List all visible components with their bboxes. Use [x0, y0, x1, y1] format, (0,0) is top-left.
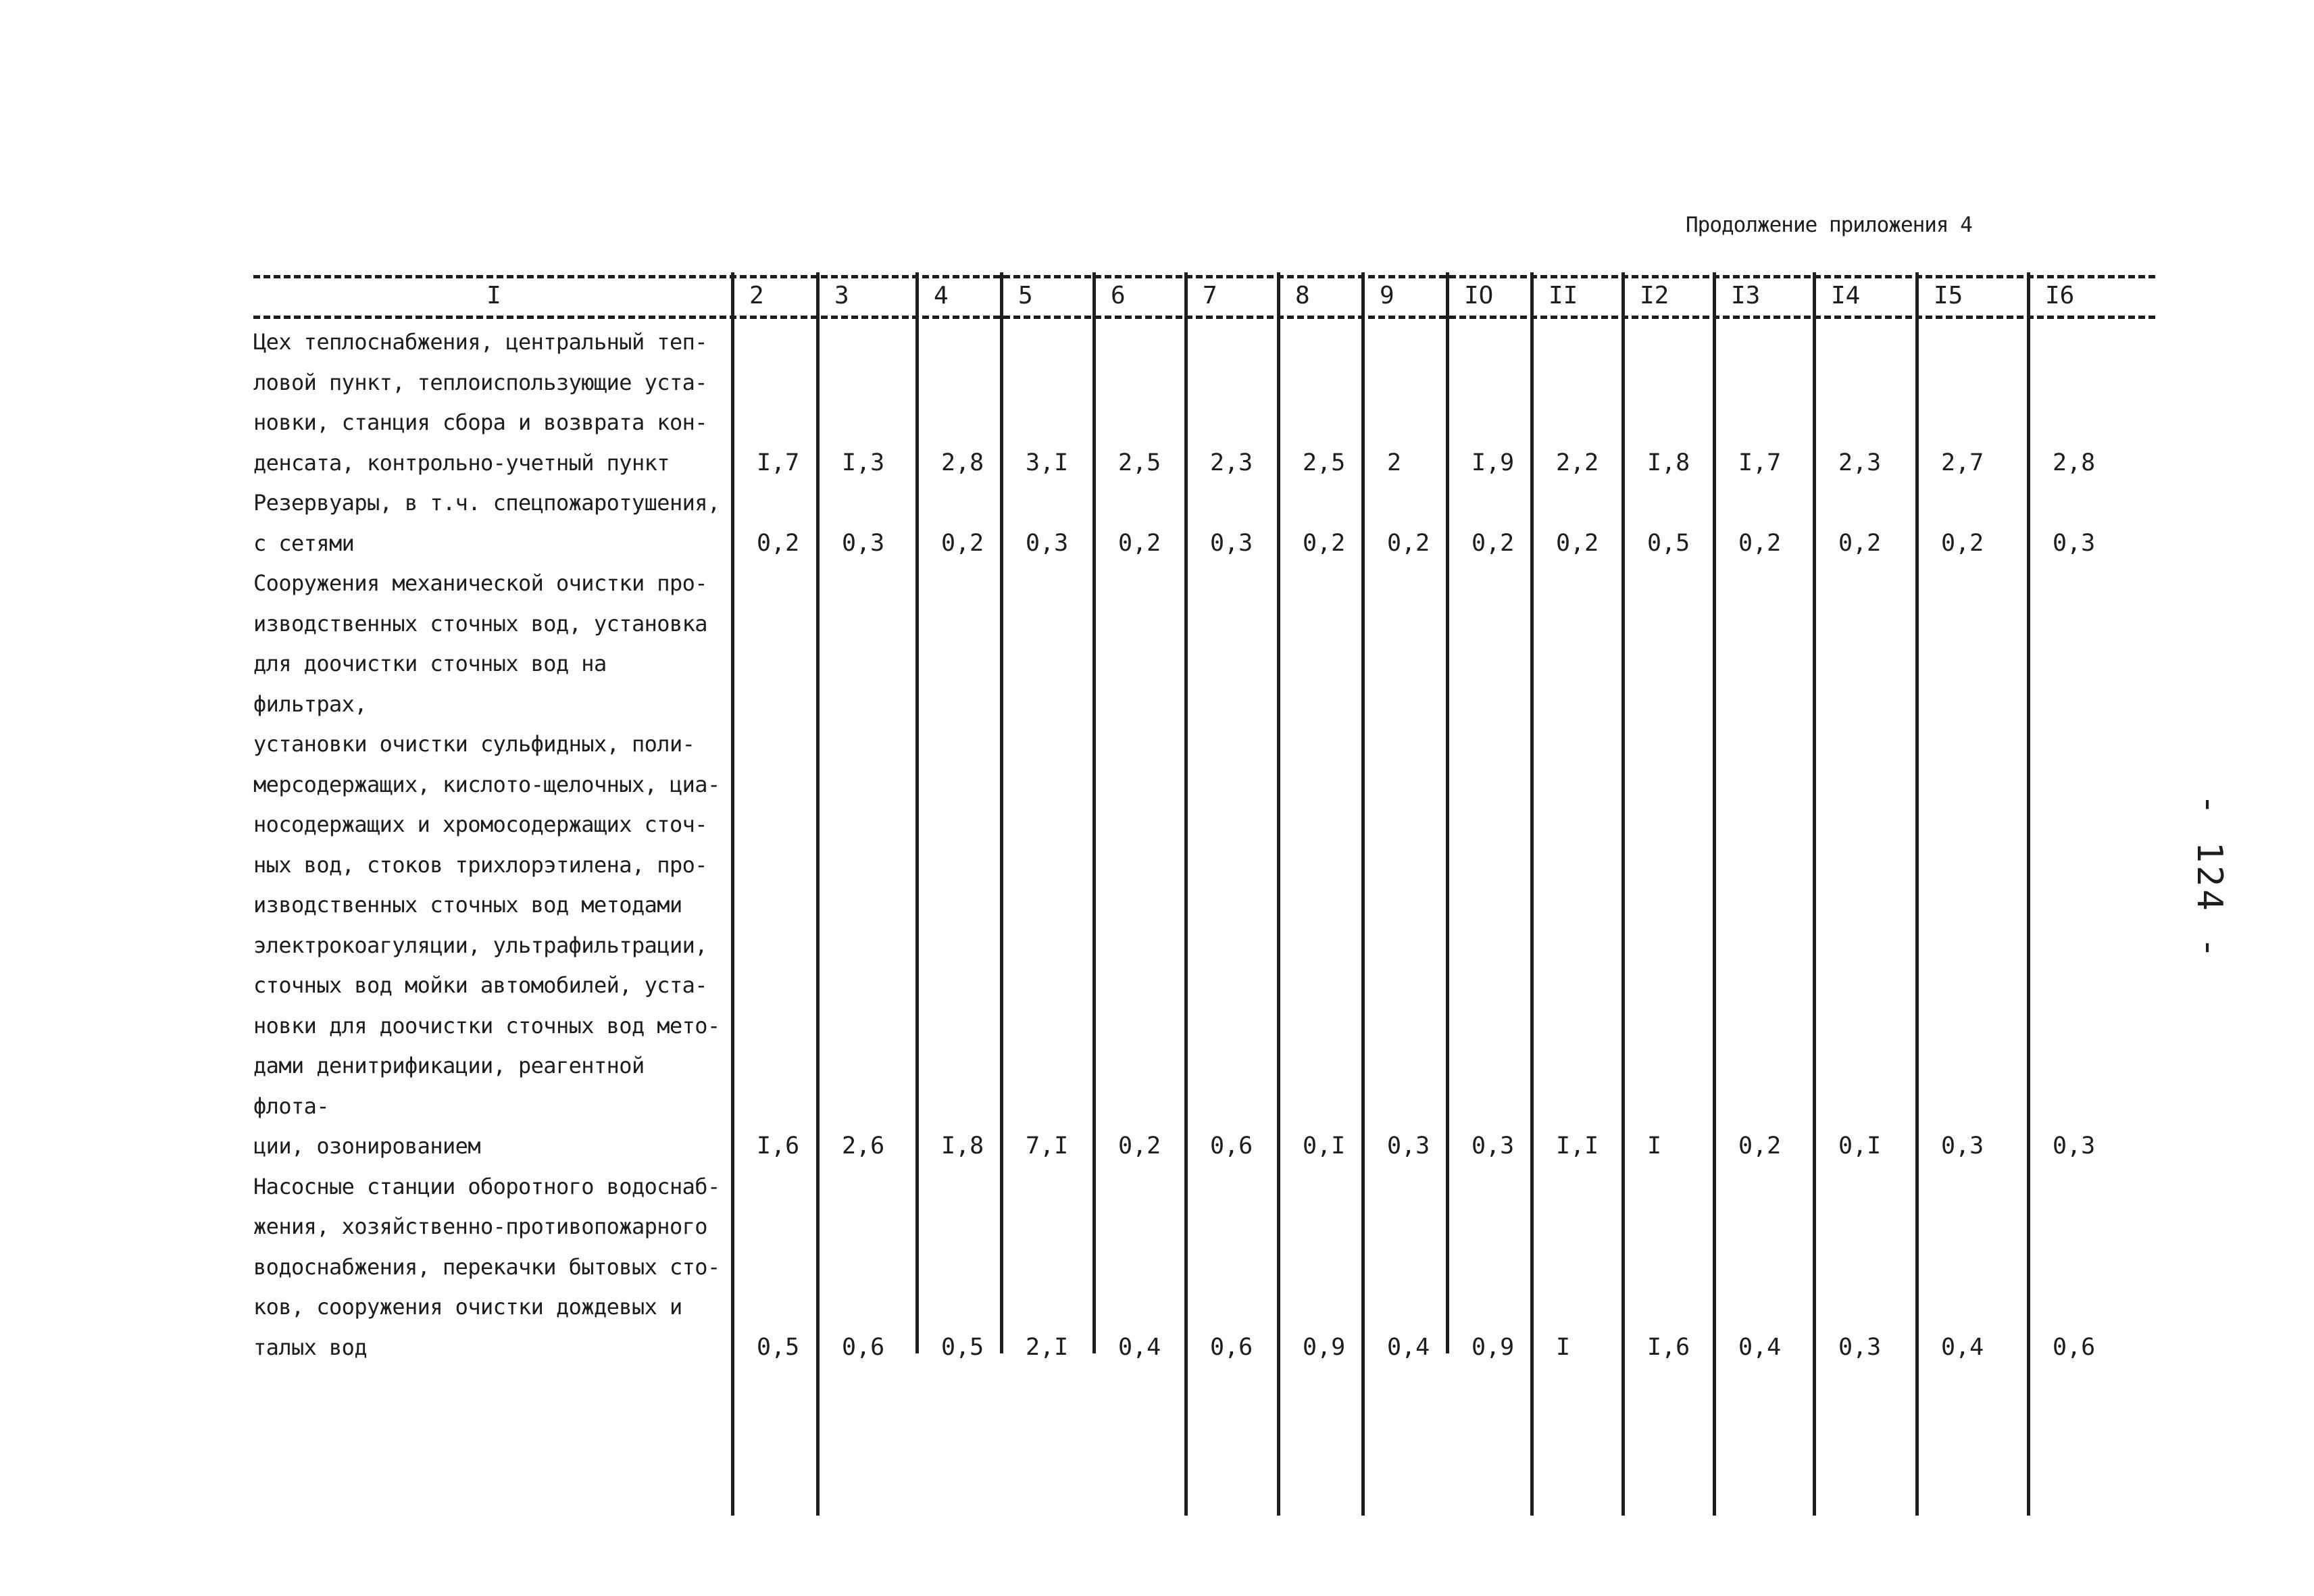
- row-value: 0,2: [1472, 529, 1515, 557]
- row-value: 7,I: [1026, 1132, 1069, 1159]
- col-header: 2: [749, 281, 764, 309]
- row-value: 0,2: [1118, 529, 1161, 557]
- row-value: I,8: [941, 1132, 984, 1159]
- row-value: 2,2: [1556, 449, 1599, 476]
- page-number: - 124 -: [2189, 794, 2230, 962]
- row-value: 0,2: [1738, 1132, 1782, 1159]
- row-value: 0,2: [1838, 529, 1882, 557]
- row-value: 2,3: [1210, 449, 1253, 476]
- row-value: I,3: [842, 449, 885, 476]
- row-value: 2,8: [2053, 449, 2096, 476]
- row-value: 0,2: [1118, 1132, 1161, 1159]
- col-header: 3: [834, 281, 849, 309]
- col-header: 5: [1018, 281, 1033, 309]
- row-value: 0,2: [757, 529, 800, 557]
- col-header: I3: [1731, 281, 1761, 309]
- row-value: I,6: [757, 1132, 800, 1159]
- row-label: Цех теплоснабжения, центральный теп- ловой пункт, теплоиспользующие уста- новки, станция сбора и возврата кон- денсата, контрольно-учетный пункт: [253, 329, 707, 476]
- col-header: IO: [1464, 281, 1494, 309]
- row-value: 2,5: [1303, 449, 1346, 476]
- row-value: 2,8: [941, 449, 984, 476]
- row-value: I: [1647, 1132, 1662, 1159]
- table-row: [253, 1167, 2155, 1368]
- row-value: 0,2: [1738, 529, 1782, 557]
- col-header: I2: [1640, 281, 1669, 309]
- row-value: 2: [1387, 449, 1402, 476]
- col-header: 7: [1203, 281, 1217, 309]
- row-value: 0,2: [1303, 529, 1346, 557]
- row-value: 2,6: [842, 1132, 885, 1159]
- row-value: 0,9: [1303, 1333, 1346, 1361]
- row-value: 0,6: [2053, 1333, 2096, 1361]
- row-value: I,7: [757, 449, 800, 476]
- row-value: 0,2: [941, 529, 984, 557]
- row-value: 0,2: [1941, 529, 1984, 557]
- col-header: I4: [1831, 281, 1861, 309]
- row-value: 0,3: [2053, 1132, 2096, 1159]
- row-value: 0,2: [1556, 529, 1599, 557]
- row-value: 0,4: [1118, 1333, 1161, 1361]
- row-value: 0,I: [1303, 1132, 1346, 1159]
- row-value: 0,9: [1472, 1333, 1515, 1361]
- row-value: I,8: [1647, 449, 1690, 476]
- row-value: I,7: [1738, 449, 1782, 476]
- data-table-sheet: [253, 267, 2155, 1517]
- col-header: I6: [2045, 281, 2075, 309]
- row-value: I: [1556, 1333, 1571, 1361]
- row-value: 0,3: [2053, 529, 2096, 557]
- header-row: [253, 275, 2155, 316]
- table-row: [253, 564, 2155, 1167]
- row-value: 2,3: [1838, 449, 1882, 476]
- row-label: Резервуары, в т.ч. спецпожаротушения, с сетями: [253, 490, 720, 556]
- row-value: 0,6: [1210, 1132, 1253, 1159]
- row-value: 0,5: [941, 1333, 984, 1361]
- row-value: 0,4: [1738, 1333, 1782, 1361]
- col-header: 9: [1380, 281, 1394, 309]
- row-value: 0,6: [842, 1333, 885, 1361]
- row-value: I,I: [1556, 1132, 1599, 1159]
- row-value: 0,I: [1838, 1132, 1882, 1159]
- row-value: I,6: [1647, 1333, 1690, 1361]
- col-header: I5: [1934, 281, 1963, 309]
- caption: Продолжение приложения 4: [1686, 213, 1972, 237]
- col-header: 4: [934, 281, 949, 309]
- row-label: Сооружения механической очистки про- изводственных сточных вод, установка для доочистки сточных вод на фильтрах, установки очистки сульфидных, поли- мерсодержащих, кислото-щелочных, циа- носодержащих и хромосодержащих сточ- ных вод, стоков трихлорэтилена, про- изводственных сточных вод методами электрокоагуляции, ультрафильтрации, сточных вод мойки автомобилей, уста- новки для доочистки сточных вод мето- дами денитрификации, реагентной флота- ции, озонированием: [253, 570, 720, 1159]
- row-value: 0,3: [1838, 1333, 1882, 1361]
- row-value: 0,2: [1387, 529, 1430, 557]
- col-header: 6: [1111, 281, 1126, 309]
- row-value: 0,3: [1472, 1132, 1515, 1159]
- row-value: 0,4: [1941, 1333, 1984, 1361]
- row-value: 0,3: [1026, 529, 1069, 557]
- row-value: 2,I: [1026, 1333, 1069, 1361]
- row-value: 0,3: [842, 529, 885, 557]
- table-row: [253, 483, 2155, 564]
- row-value: 0,6: [1210, 1333, 1253, 1361]
- row-value: 0,3: [1210, 529, 1253, 557]
- row-value: 0,4: [1387, 1333, 1430, 1361]
- col-header: II: [1549, 281, 1578, 309]
- row-value: 2,7: [1941, 449, 1984, 476]
- row-value: I,9: [1472, 449, 1515, 476]
- table-row: [253, 322, 2155, 483]
- row-value: 0,3: [1387, 1132, 1430, 1159]
- col-header: I: [486, 281, 501, 309]
- values-table: [253, 275, 2155, 1368]
- row-value: 0,5: [757, 1333, 800, 1361]
- row-value: 3,I: [1026, 449, 1069, 476]
- row-value: 0,5: [1647, 529, 1690, 557]
- col-header: 8: [1295, 281, 1310, 309]
- row-label: Насосные станции оборотного водоснаб- жения, хозяйственно-противопожарного водоснабжения, перекачки бытовых сто- ков, сооружения очистки дождевых и талых вод: [253, 1173, 720, 1360]
- row-value: 2,5: [1118, 449, 1161, 476]
- row-value: 0,3: [1941, 1132, 1984, 1159]
